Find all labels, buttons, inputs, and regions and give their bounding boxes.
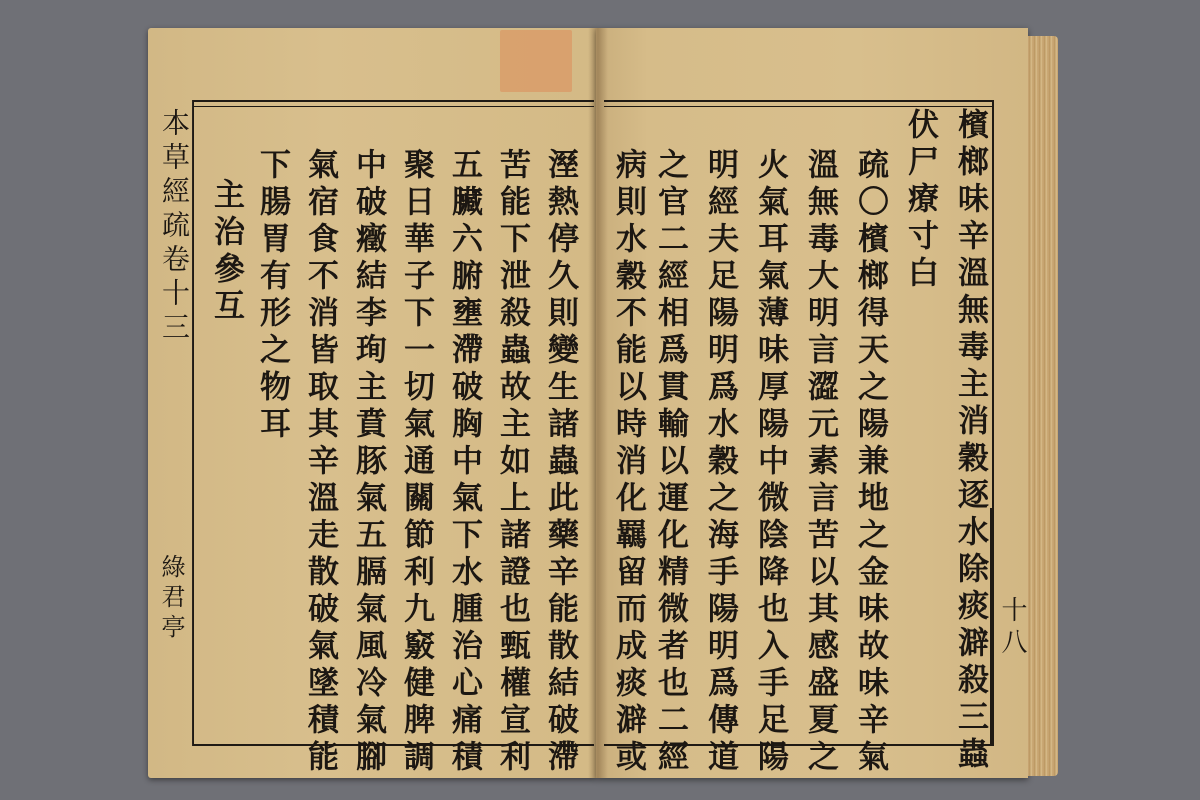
text-column: 下腸胃有形之物耳 xyxy=(254,148,290,444)
page-number: 十八 xyxy=(997,596,1027,660)
margin-title: 本草經疏卷十三 xyxy=(158,108,191,346)
text-column: 五臟六腑壅滯破胸中氣下水腫治心痛積 xyxy=(446,148,482,777)
text-column: 溫無毒大明言澀元素言苦以其感盛夏之 xyxy=(802,148,838,777)
margin-divider xyxy=(192,100,193,746)
text-column: 溼熱停久則變生諸蟲此藥辛能散結破滯 xyxy=(542,148,578,777)
page-edges xyxy=(1028,36,1058,776)
right-frame-inner-line xyxy=(604,106,994,107)
text-column: 之官二經相爲貫輸以運化精微者也二經 xyxy=(652,148,688,777)
text-column: 伏尸療寸白 xyxy=(902,108,938,293)
margin-publisher: 綠君亭 xyxy=(157,554,185,644)
open-book xyxy=(148,28,1058,784)
section-heading: 主治參互 xyxy=(208,178,244,326)
left-frame-inner-line xyxy=(192,106,594,107)
text-column: 明經夫足陽明爲水穀之海手陽明爲傳道 xyxy=(702,148,738,777)
text-column: 氣宿食不消皆取其辛溫走散破氣墜積能 xyxy=(302,148,338,777)
text-column: 檳榔味辛溫無毒主消穀逐水除痰澼殺三蟲 xyxy=(952,108,988,774)
text-column: 疏〇檳榔得天之陽兼地之金味故味辛氣 xyxy=(852,148,888,777)
text-column: 中破癥結李珣主賁豚氣五膈氣風冷氣腳 xyxy=(350,148,386,777)
text-column: 病則水穀不能以時消化羈留而成痰澼或 xyxy=(610,148,646,777)
text-column: 苦能下泄殺蟲故主如上諸證也甄權宣利 xyxy=(494,148,530,777)
seal-stamp xyxy=(500,30,572,92)
text-column: 聚日華子下一切氣通關節利九竅健脾調 xyxy=(398,148,434,777)
text-column: 火氣耳氣薄味厚陽中微陰降也入手足陽 xyxy=(752,148,788,777)
